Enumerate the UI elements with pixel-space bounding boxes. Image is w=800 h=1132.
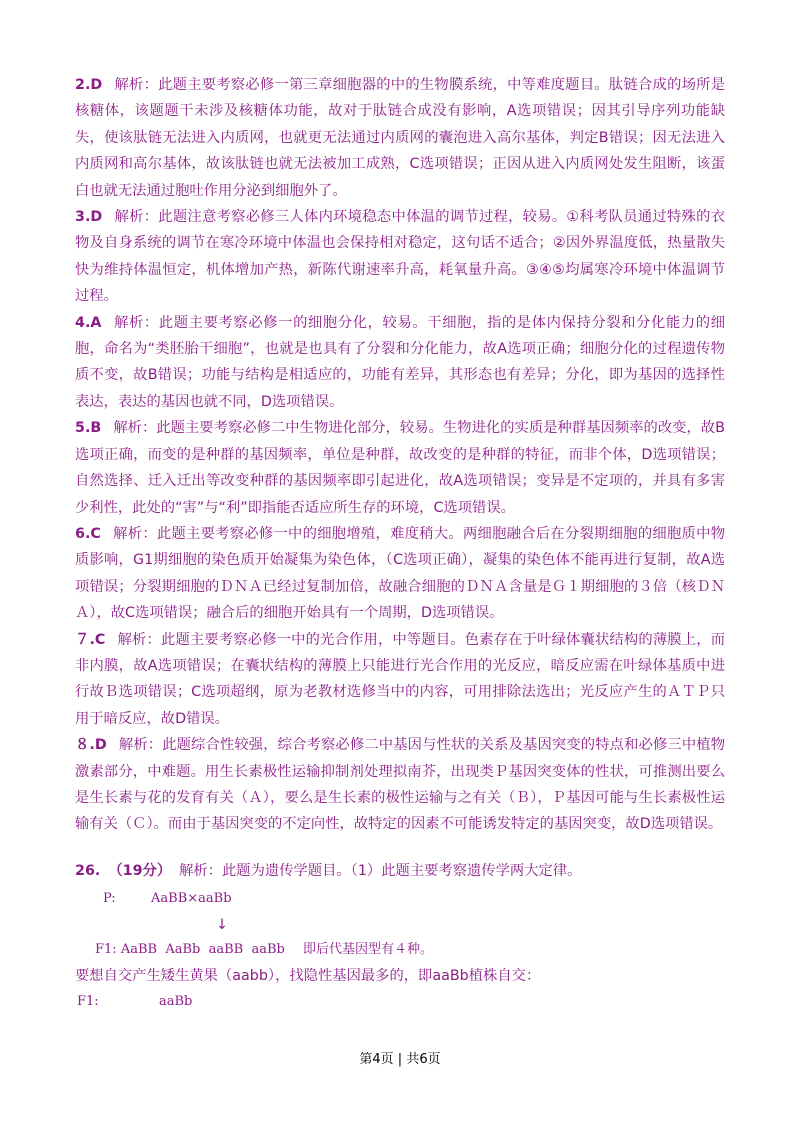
f1-self-line: [75, 989, 725, 1015]
question-number: 4.: [75, 314, 91, 331]
question-number: 5.: [75, 420, 91, 437]
parent-cross: AaBB×aaBb: [151, 891, 232, 907]
f1-label: F1:: [77, 994, 99, 1010]
self-cross-text: 要想自交产生矮生黄果（aabb），找隐性基因最多的，即aaBb植株自交：: [75, 968, 541, 984]
explanation-q5: [75, 415, 725, 521]
explanation-text: 解析：此题主要考察必修一第三章细胞器的中的生物膜系统，中等难度题目。肽链合成的场所是核糖体，该题题干未涉及核糖体功能，故对于肽链合成没有影响，A选项错误；因其引导序列功能缺失，使该肽链无法进入内质网，也就更无法通过内质网的囊泡进入高尔基体，判定B错误；因无法进入内质网和高尔基体，故该肽链也就无法被加工成熟，C选项错误；正因从进入内质网处发生阻断，该蛋白也就无法通过胞吐作用分泌到细胞外了。: [75, 77, 725, 199]
explanation-q7: [75, 627, 725, 733]
f1-genotypes: AaBB AaBb aaBB aaBb: [120, 941, 285, 957]
f1-genotypes-line: [75, 937, 725, 963]
q26-heading: [75, 858, 725, 884]
explanation-q8: [75, 732, 725, 838]
explanation-text: 解析：此题注意考察必修三人体内环境稳态中体温的调节过程，较易。①科考队员通过特殊的衣物及自身系统的调节在寒冷环境中体温也会保持相对稳定，这句话不适合；②因外界温度低，热量散失快为维持体温恒定，机体增加产热，新陈代谢速率升高，耗氧量升高。③④⑤均属寒冷环境中体温调节过程。: [75, 209, 725, 305]
parent-label: P:: [103, 891, 116, 907]
question-number: ８.: [75, 737, 95, 754]
answer-letter: C: [90, 525, 101, 542]
explanation-text: 解析：此题主要考察必修二中生物进化部分，较易。生物进化的实质是种群基因频率的改变，故B选项正确，而变的是种群的基因频率，单位是种群，故改变的是种群的特征，而非个体，D选项错误；自然选择、迁入迁出等改变种群的基因频率即引起进化，故A选项错误；变异是不定项的，并具有多害少利性，此处的“害”与“利”即指能否适应所生存的环境，C选项错误。: [75, 420, 725, 516]
explanation-text: 解析：此题为遗传学题目。（1）此题主要考察遗传学两大定律。: [179, 862, 582, 879]
answer-letter: B: [90, 420, 102, 437]
answer-letter: D: [90, 77, 103, 93]
question-number: ７.: [75, 631, 95, 648]
explanation-text: 解析：此题主要考察必修一中的光合作用，中等题目。色素存在于叶绿体囊状结构的薄膜上，而非内膜，故A选项错误；在囊状结构的薄膜上只能进行光合作用的光反应，暗反应需在叶绿体基质中进行故Ｂ选项错误；C选项超纲，原为老教材选修当中的内容，可用排除法选出；光反应产生的ＡＴＰ只用于暗反应，故D错误。: [75, 631, 725, 727]
question-number: 2.: [75, 77, 91, 93]
question-score: （19分）: [108, 862, 172, 879]
explanation-text: 解析：此题主要考察必修一中的细胞增殖，难度稍大。两细胞融合后在分裂期细胞的细胞质中物质影响，G1期细胞的染色质开始凝集为染色体，（C选项正确），凝集的染色体不能再进行复制，故A选项错误；分裂期细胞的ＤＮＡ已经过复制加倍，故融合细胞的ＤＮＡ含量是Ｇ１期细胞的３倍（核ＤＮＡ），故C选项错误；融合后的细胞开始具有一个周期，D选项错误。: [75, 525, 725, 622]
answer-letter: C: [94, 631, 106, 648]
explanation-q3: [75, 204, 725, 310]
parent-cross-line: [75, 886, 725, 912]
explanation-q2: [75, 72, 725, 204]
answer-letter: D: [90, 209, 103, 226]
f1-self-genotype: aaBb: [159, 994, 193, 1010]
explanation-text: 解析：此题综合性较强，综合考察必修二中基因与性状的关系及基因突变的特点和必修三中植物激素部分，中难题。用生长素极性运输抑制剂处理拟南芥，出现类Ｐ基因突变体的性状，可推测出要么是生长素与花的发育有关（Ａ），要么是生长素的极性运输与之有关（Ｂ），Ｐ基因可能与生长素极性运输有关（Ｃ）。而由于基因突变的不定向性，故特定的因素不可能诱发特定的基因突变，故D选项错误。: [75, 737, 725, 833]
explanation-q4: [75, 310, 725, 416]
answer-letter: D: [94, 737, 107, 754]
down-arrow-icon: ↓: [216, 916, 228, 933]
answer-explanations: [75, 72, 725, 1016]
question-number: 3.: [75, 209, 91, 226]
explanation-q26: [75, 858, 725, 1016]
question-number: 6.: [75, 525, 91, 542]
page-footer: 第4页 | 共6页: [359, 1052, 441, 1067]
f1-label: F1:: [95, 941, 117, 957]
f1-note: 即后代基因型有４种。: [303, 941, 434, 957]
explanation-text: 解析：此题主要考察必修一的细胞分化，较易。干细胞，指的是体内保持分裂和分化能力的细胞，命名为“类胚胎干细胞”，也就是也具有了分裂和分化能力，故A选项正确；细胞分化的过程遗传物质不变，故B错误；功能与结构是相适应的，功能有差异，其形态也有差异；分化，即为基因的选择性表达，表达的基因也就不同，D选项错误。: [75, 314, 725, 410]
answer-letter: A: [90, 314, 102, 331]
explanation-q6: [75, 521, 725, 627]
question-number: 26.: [75, 862, 101, 879]
